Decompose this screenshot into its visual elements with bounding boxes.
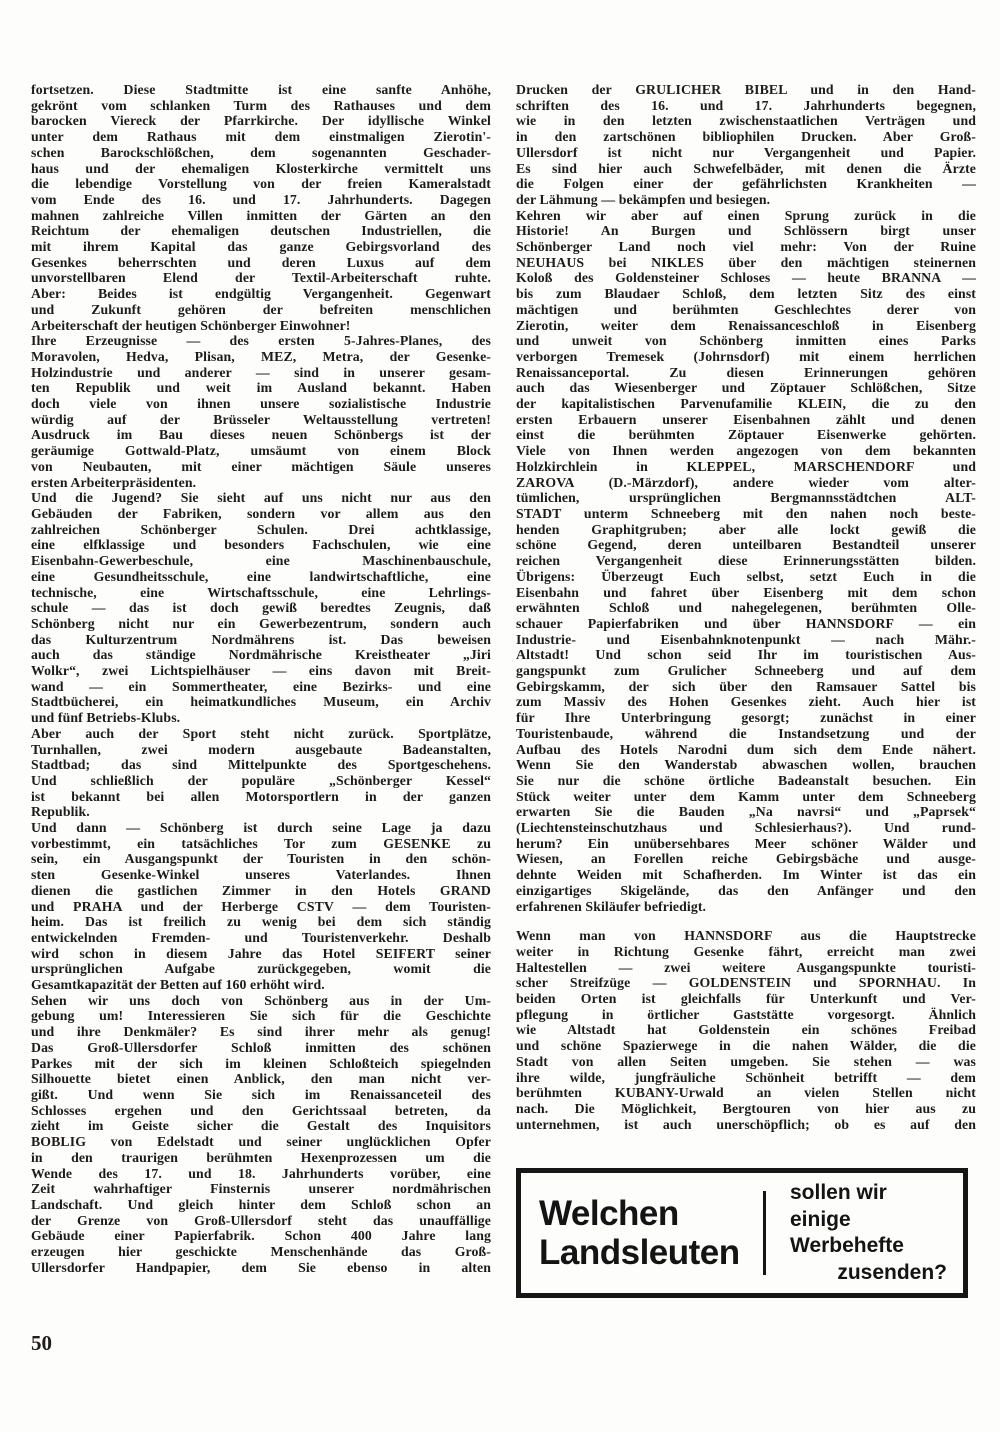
text-line: Eisenbahn und fahret über Eisenberg mit dem schon bbox=[516, 584, 976, 600]
text-line: schauer Papierfabriken und über HANNSDORF — ein bbox=[516, 615, 976, 631]
text-line: herum? Ein unübersehbares Meer schöner Wälder und bbox=[516, 835, 976, 851]
text-line: Und schließlich der populäre „Schönberger Kessel“ bbox=[31, 772, 491, 788]
text-line: Historie! An Burgen und Schlössern birgt unser bbox=[516, 223, 976, 239]
text-line: Ausdruck im Bau dieses neuen Schönbergs ist der bbox=[31, 427, 491, 443]
text-line: schriften des 16. und 17. Jahrhunderts begegnen, bbox=[516, 97, 976, 113]
text-line: ten Republik und weit im Ausland bekannt. Haben bbox=[31, 380, 491, 396]
text-line: von Neubauten, mit einer mächtigen Säule unseres bbox=[31, 458, 491, 474]
text-line: Schönberger Land noch viel mehr: Von der Ruine bbox=[516, 239, 976, 255]
text-line: ersten Arbeiterpräsidenten. bbox=[31, 474, 197, 490]
text-line: Arbeiterschaft der heutigen Schönberger Einwohner! bbox=[31, 317, 351, 333]
text-line: einst die berühmten Zöptauer Eisenwerke gehörten. bbox=[516, 427, 976, 443]
text-column-right bbox=[516, 82, 976, 1298]
text-line: Gebäude einer Papierfabrik. Schon 400 Jahre lang bbox=[31, 1228, 491, 1244]
text-line: wird schon in diesem Jahre das Hotel SEIFERT seiner bbox=[31, 945, 491, 961]
text-line: beiden Orten ist gleichfalls für Unterkunft und Ver- bbox=[516, 991, 976, 1007]
text-line: Schlosses ergehen und den Gerichtssaal betreten, da bbox=[31, 1102, 491, 1118]
text-line: Das Groß-Ullersdorfer Schloß inmitten des schönen bbox=[31, 1039, 491, 1055]
text-line: in den traurigen berühmten Hexenprozessen um die bbox=[31, 1149, 491, 1165]
text-line: der Grenze von Groß-Ullersdorf steht das unauffällige bbox=[31, 1212, 491, 1228]
text-line: eine Gesundheitsschule, eine landwirtschaftliche, eine bbox=[31, 568, 491, 584]
paragraph bbox=[31, 286, 491, 333]
text-line: erfahrenen Skiläufer befriedigt. bbox=[516, 898, 707, 914]
text-line: wand — ein Sommertheater, eine Bezirks- und eine bbox=[31, 678, 491, 694]
text-line: und unweit von Schönberg inmitten eines Parks bbox=[516, 333, 976, 349]
text-line: Übrigens: Überzeugt Euch selbst, setzt Euch in die bbox=[516, 568, 976, 584]
text-line: reichen Vergangenheit diese Erinnerungsstätten bilden. bbox=[516, 553, 976, 569]
text-line: ZAROVA (D.-Märzdorf), andere wieder vom alter- bbox=[516, 474, 976, 490]
text-line: Stadtbücherei, ein heimatkundliches Museum, ein Archiv bbox=[31, 694, 491, 710]
paragraph bbox=[31, 490, 491, 726]
text-line: Landschaft. Und gleich hinter dem Schloß schon an bbox=[31, 1196, 491, 1212]
text-line: gißt. Und wenn Sie sich im Renaissanceteil des bbox=[31, 1087, 491, 1102]
text-line: Schönberg nicht nur ein Gewerbezentrum, sondern auch bbox=[31, 615, 491, 631]
text-line: Wenn Sie den Wanderstab abwaschen wollen, brauchen bbox=[516, 757, 976, 773]
text-line: heim. Das ist freilich zu wenig bei dem sich ständig bbox=[31, 914, 491, 930]
text-line: haus und der ehemaligen Klosterkirche vermittelt uns bbox=[31, 160, 491, 176]
ad-headline-line1: Welchen bbox=[539, 1193, 679, 1233]
text-line: Gebäuden der Fabriken, sondern vor allem aus den bbox=[31, 505, 491, 521]
text-line: NEUHAUS bei NIKLES über den mächtigen steinernen bbox=[516, 254, 976, 270]
text-line: Republik. bbox=[31, 804, 90, 820]
text-line: dehnte Weiden mit Schafherden. Im Winter ist das ein bbox=[516, 867, 976, 883]
text-line: wie Altstadt hat Goldenstein ein schönes Freibad bbox=[516, 1022, 976, 1038]
text-line: Zierotin, weiter dem Renaissanceschloß in Eisenberg bbox=[516, 317, 976, 333]
text-line: dienen die gastlichen Zimmer in den Hotels GRAND bbox=[31, 882, 491, 898]
text-line: mit ihrem Kapital das ganze Gebirgsvorland des bbox=[31, 239, 491, 255]
text-line: eine elfklassige und besonders Fachschulen, wie eine bbox=[31, 537, 491, 553]
text-line: Es sind hier auch Schwefelbäder, mit denen die Ärzte bbox=[516, 160, 976, 176]
text-line: Wolkr“, zwei Lichtspielhäuser — eins davon mit Breit- bbox=[31, 663, 491, 679]
text-line: berühmten KUBANY-Urwald an vielen Stellen nicht bbox=[516, 1085, 976, 1101]
text-line: einzigartiges Skigelände, das den Anfänger und den bbox=[516, 882, 976, 898]
text-line: STADT unterm Schneeberg mit den nahen noch beste- bbox=[516, 505, 976, 521]
text-line: die Folgen einer der gefährlichsten Krankheiten — bbox=[516, 176, 976, 192]
text-line: Holzindustrie und anderer — sind in unserer gesam- bbox=[31, 364, 491, 380]
text-line: Renaissanceportal. Zu diesen Erinnerungen gehören bbox=[516, 364, 976, 380]
ad-headline-line2: Landsleuten bbox=[539, 1233, 740, 1273]
text-line: Ullersdorf ist nicht nur Vergangenheit und Papier. bbox=[516, 144, 976, 160]
text-line: auch das Wiesenberger und Zöptauer Schlößchen, Sitze bbox=[516, 380, 976, 396]
text-line: und fünf Betriebs-Klubs. bbox=[31, 710, 181, 726]
text-line: ihre wilde, jungfräuliche Schönheit betrifft — dem bbox=[516, 1069, 976, 1085]
text-line: mächtigen und berühmten Geschlechtes derer von bbox=[516, 301, 976, 317]
text-line: unvorstellbaren Elend der Textil-Arbeiterschaft ruhte. bbox=[31, 270, 491, 286]
text-line: Stadt von allen Seiten umgeben. Sie stehen — was bbox=[516, 1053, 976, 1069]
text-line: entwickelnden Fremden- und Touristenverkehr. Deshalb bbox=[31, 929, 491, 945]
text-line: Wenn man von HANNSDORF aus die Hauptstrecke bbox=[516, 928, 976, 944]
text-line: Gesamtkapazität der Betten auf 160 erhöht wird. bbox=[31, 977, 325, 993]
text-line: vorbestimmt, ein tatsächliches Tor zum GESENKE zu bbox=[31, 835, 491, 851]
text-line: Stück weiter unter dem Kamm unter dem Schneeberg bbox=[516, 788, 976, 804]
text-line: barocken Viereck der Pfarrkirche. Der idyllische Winkel bbox=[31, 113, 491, 129]
ad-question-line1: sollen wir einige bbox=[790, 1180, 887, 1231]
text-column-right-body bbox=[516, 82, 976, 1132]
text-line: fortsetzen. Diese Stadtmitte ist eine sanfte Anhöhe, bbox=[31, 82, 491, 97]
ad-divider-line bbox=[763, 1191, 766, 1275]
text-line: der Lähmung — bekämpfen und besiegen. bbox=[516, 191, 771, 207]
text-line: Aber auch der Sport steht nicht zurück. Sportplätze, bbox=[31, 725, 491, 741]
text-line: Viele von Ihnen werden angezogen von dem bekannten bbox=[516, 443, 976, 459]
text-line: Parkes mit der sich im kleinen Schloßteich spiegelnden bbox=[31, 1055, 491, 1071]
text-line: nach. Die Möglichkeit, Bergtouren von hier aus zu bbox=[516, 1101, 976, 1116]
paragraph bbox=[516, 928, 976, 1132]
text-line: pflegung in örtlicher Gaststätte vorgesorgt. Ähnlich bbox=[516, 1006, 976, 1022]
text-line: ersten Erbauern unserer Eisenbahnen zählt und denen bbox=[516, 411, 976, 427]
text-line: verborgen Tremesek (Johrnsdorf) mit einem herrlichen bbox=[516, 348, 976, 364]
text-line: sein, ein Ausgangspunkt der Touristen in den schön- bbox=[31, 851, 491, 867]
text-line: Altstadt! Und schon seid Ihr im touristischen Aus- bbox=[516, 647, 976, 663]
text-line: Aufbau des Hotels Narodni dum sich dem Ende nähert. bbox=[516, 741, 976, 757]
text-line: Reichtum der ehemaligen deutschen Industriellen, die bbox=[31, 223, 491, 239]
text-line: scher Streifzüge — GOLDENSTEIN und SPORNHAU. In bbox=[516, 975, 976, 991]
text-line: unter dem Rathaus mit dem einstmaligen Zierotin'- bbox=[31, 129, 491, 145]
text-line: gekrönt vom schlanken Turm des Rathauses und dem bbox=[31, 97, 491, 113]
text-line: Zeit wahrhaftiger Finsternis unserer nordmährischen bbox=[31, 1181, 491, 1197]
text-line: mahnen zahlreiche Villen inmitten der Gärten an den bbox=[31, 207, 491, 223]
text-line: bis zum Blaudaer Schloß, dem letzten Sitz des einst bbox=[516, 286, 976, 302]
text-line: unternehmen, ist auch unerschöpflich; ob es auf den bbox=[516, 1116, 976, 1132]
text-line: Eisenbahn-Gewerbeschule, eine Maschinenbauschule, bbox=[31, 553, 491, 569]
text-line: zahlreichen Schönberger Schulen. Drei achtklassige, bbox=[31, 521, 491, 537]
ad-box bbox=[516, 1168, 968, 1298]
text-line: sten Gesenke-Winkel unseres Vaterlandes. Ihnen bbox=[31, 867, 491, 883]
text-line: die lebendige Vorstellung von der freien Kameralstadt bbox=[31, 176, 491, 192]
text-line: Stadtbad; das sind Mittelpunkte des Sportgeschehens. bbox=[31, 757, 491, 773]
text-line: Ihre Erzeugnisse — des ersten 5-Jahres-Planes, des bbox=[31, 333, 491, 349]
text-line: ursprünglichen Aufgabe zurückgegeben, womit die bbox=[31, 961, 491, 977]
text-line: Touristenbaude, während die Instandsetzung und der bbox=[516, 725, 976, 741]
text-line: Haltestellen — zwei weitere Ausgangspunkte touristi- bbox=[516, 959, 976, 975]
text-line: der kapitalistischen Parvenufamilie KLEIN, die zu den bbox=[516, 396, 976, 412]
text-line: Industrie- und Eisenbahnknotenpunkt — nach Mähr.- bbox=[516, 631, 976, 647]
text-line: Sehen wir uns doch von Schönberg aus in der Um- bbox=[31, 992, 491, 1008]
text-line: das Kulturzentrum Nordmährens ist. Das beweisen bbox=[31, 631, 491, 647]
paragraph bbox=[516, 208, 976, 915]
text-line: auch das ständige Nordmährische Kreistheater „Jiri bbox=[31, 647, 491, 663]
text-line: erzeugen hier geschickte Menschenhände das Groß- bbox=[31, 1244, 491, 1260]
text-line: Sie nur die schöne örtliche Badeanstalt besuchen. Ein bbox=[516, 772, 976, 788]
text-line: für Ihre Unterbringung gesorgt; zunächst in einer bbox=[516, 710, 976, 726]
ad-question bbox=[790, 1180, 963, 1288]
text-line: vom Ende des 16. und 17. Jahrhunderts. Dagegen bbox=[31, 191, 491, 207]
text-line: und ihre Denkmäler? Es sind ihrer mehr als genug! bbox=[31, 1024, 491, 1040]
page-number: 50 bbox=[31, 1331, 52, 1355]
text-line: doch viele von ihnen unsere sozialistische Industrie bbox=[31, 396, 491, 412]
paragraph bbox=[31, 333, 491, 490]
text-line: BOBLIG von Edelstadt und seiner unglücklichen Opfer bbox=[31, 1134, 491, 1150]
paragraph bbox=[31, 726, 491, 820]
text-line: Drucken der GRULICHER BIBEL und in den Hand- bbox=[516, 82, 976, 97]
text-line: zum Massiv des Hohen Gesenkes zieht. Auch hier ist bbox=[516, 694, 976, 710]
text-line: Und die Jugend? Sie sieht auf uns nicht nur aus den bbox=[31, 490, 491, 506]
paragraph bbox=[31, 820, 491, 993]
text-line: würdig auf der Brüsseler Weltausstellung vertreten! bbox=[31, 411, 491, 427]
text-line: Wende des 17. und 18. Jahrhunderts vorüber, eine bbox=[31, 1165, 491, 1181]
text-line: ist bekannt bei allen Motorsportlern in der ganzen bbox=[31, 788, 491, 804]
text-line: Ullersdorfer Handpapier, dem Sie ebenso in alten bbox=[31, 1259, 491, 1275]
ad-question-line2: Werbehefte bbox=[790, 1234, 904, 1258]
text-line: und schöne Spazierwege in die nahen Wälder, die die bbox=[516, 1038, 976, 1054]
text-line: in den zartschönen bibliophilen Drucken. Aber Groß- bbox=[516, 129, 976, 145]
text-line: weiter in Richtung Gesenke fährt, erreicht man zwei bbox=[516, 943, 976, 959]
text-line: Turnhallen, zwei modern ausgebaute Badeanstalten, bbox=[31, 741, 491, 757]
paragraph bbox=[31, 993, 491, 1276]
text-line: Gesenkes beherrschten und deren Luxus auf dem bbox=[31, 254, 491, 270]
text-line: Kehren wir aber auf einen Sprung zurück in die bbox=[516, 207, 976, 223]
text-line: gangspunkt zum Grulicher Schneeberg und auf dem bbox=[516, 663, 976, 679]
text-line: schen Barockschlößchen, dem sogenannten Geschader- bbox=[31, 144, 491, 160]
text-line: erwähnten Schloß und nahegelegenen, berühmten Olle- bbox=[516, 600, 976, 616]
text-line: geräumige Gottwald-Platz, umsäumt von einem Block bbox=[31, 443, 491, 459]
ad-headline bbox=[521, 1194, 749, 1274]
text-line: Und dann — Schönberg ist durch seine Lage ja dazu bbox=[31, 820, 491, 836]
two-column-text-block bbox=[31, 82, 976, 1298]
text-line: schule — das ist doch gewiß beredtes Zeugnis, daß bbox=[31, 600, 491, 616]
text-line: gebung um! Interessieren Sie sich für die Geschichte bbox=[31, 1008, 491, 1024]
text-line: Moravolen, Hedva, Plisan, MEZ, Metra, der Gesenke- bbox=[31, 348, 491, 364]
paragraph bbox=[31, 82, 491, 286]
text-column-left bbox=[31, 82, 491, 1298]
text-line: erwarten Sie die Bauden „Na navrsi“ und „Paprsek“ bbox=[516, 804, 976, 820]
text-line: Wiesen, an Forellen reiche Gebirgsbäche und ausge- bbox=[516, 851, 976, 867]
text-line: und PRAHA und der Herberge CSTV — dem Touristen- bbox=[31, 898, 491, 914]
text-line: technische, eine Wirtschaftsschule, eine Lehrlings- bbox=[31, 584, 491, 600]
text-line: Holzkirchlein in KLEPPEL, MARSCHENDORF und bbox=[516, 458, 976, 474]
paragraph bbox=[516, 82, 976, 208]
text-line: henden Graphitgruben; aber alle lockt gewiß die bbox=[516, 521, 976, 537]
text-line: Gebirgskamm, der sich über den Ramsauer Sattel bis bbox=[516, 678, 976, 694]
text-line: Aber: Beides ist endgültig Vergangenheit. Gegenwart bbox=[31, 286, 491, 302]
text-line: zieht im Geiste sicher die Gestalt des Inquisitors bbox=[31, 1118, 491, 1134]
text-line: und Zukunft gehören der befreiten menschlichen bbox=[31, 301, 491, 317]
text-line: (Liechtensteinschutzhaus und Schlesierhaus?). Und rund- bbox=[516, 820, 976, 836]
ad-question-line3: zusenden? bbox=[837, 1261, 947, 1285]
text-line: Koloß des Goldensteiner Schloses — heute BRANNA — bbox=[516, 270, 976, 286]
text-line: tümlichen, ursprünglichen Bergmannsstädtchen ALT- bbox=[516, 490, 976, 506]
text-line: wie in den letzten zwischenstaatlichen Verträgen und bbox=[516, 113, 976, 129]
text-line: Silhouette bietet einen Anblick, den man nicht ver- bbox=[31, 1071, 491, 1087]
text-line: schöne Gegend, deren unteilbaren Bestandteil unserer bbox=[516, 537, 976, 553]
